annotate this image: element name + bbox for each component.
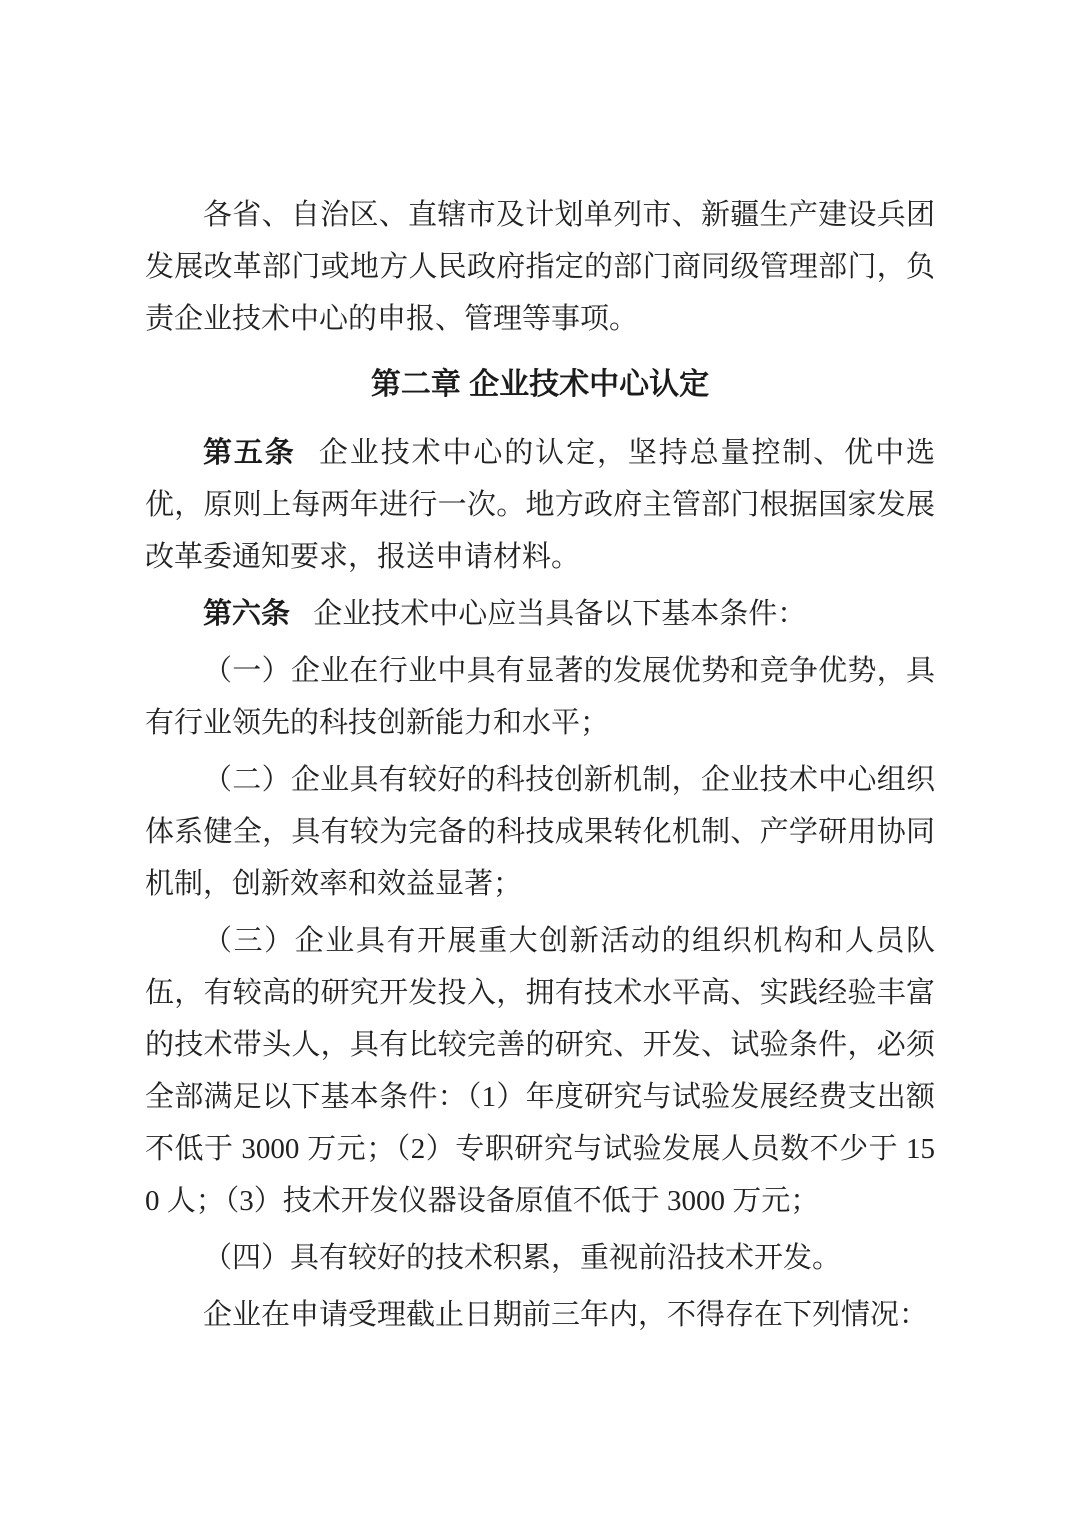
paragraph-item-2: （二）企业具有较好的科技创新机制，企业技术中心组织体系健全，具有较为完备的科技成果转化机制、产学研用协同机制，创新效率和效益显著； xyxy=(145,764,935,900)
paragraph-intro: 各省、自治区、直辖市及计划单列市、新疆生产建设兵团发展改革部门或地方人民政府指定的部门商同级管理部门，负责企业技术中心的申报、管理等事项。 xyxy=(145,199,935,335)
paragraph-article-6 xyxy=(145,588,935,640)
paragraph-item-4: （四）具有较好的技术积累，重视前沿技术开发。 xyxy=(203,1242,842,1274)
article-5-number: 第五条 xyxy=(203,437,296,469)
article-6-number: 第六条 xyxy=(203,598,291,630)
article-6-text: 企业技术中心应当具备以下基本条件： xyxy=(313,598,807,630)
paragraph-closing: 企业在申请受理截止日期前三年内，不得存在下列情况： xyxy=(203,1299,929,1331)
paragraph-article-5 xyxy=(145,427,935,583)
article-5-text: 企业技术中心的认定，坚持总量控制、优中选优，原则上每两年进行一次。地方政府主管部门根据国家发展改革委通知要求，报送申请材料。 xyxy=(145,437,935,573)
paragraph-item-1: （一）企业在行业中具有显著的发展优势和竞争优势，具有行业领先的科技创新能力和水平； xyxy=(145,655,935,739)
chapter-heading: 第二章 企业技术中心认定 xyxy=(370,368,710,401)
paragraph-item-3: （三）企业具有开展重大创新活动的组织机构和人员队伍，有较高的研究开发投入，拥有技术水平高、实践经验丰富的技术带头人，具有比较完善的研究、开发、试验条件，必须全部满足以下基本条件：（1）年度研究与试验发展经费支出额不低于 3000 万元；（2）专职研究与试验发展人员数不少于 150 人；（3）技术开发仪器设备原值不低于 3000 万元； xyxy=(145,925,935,1217)
